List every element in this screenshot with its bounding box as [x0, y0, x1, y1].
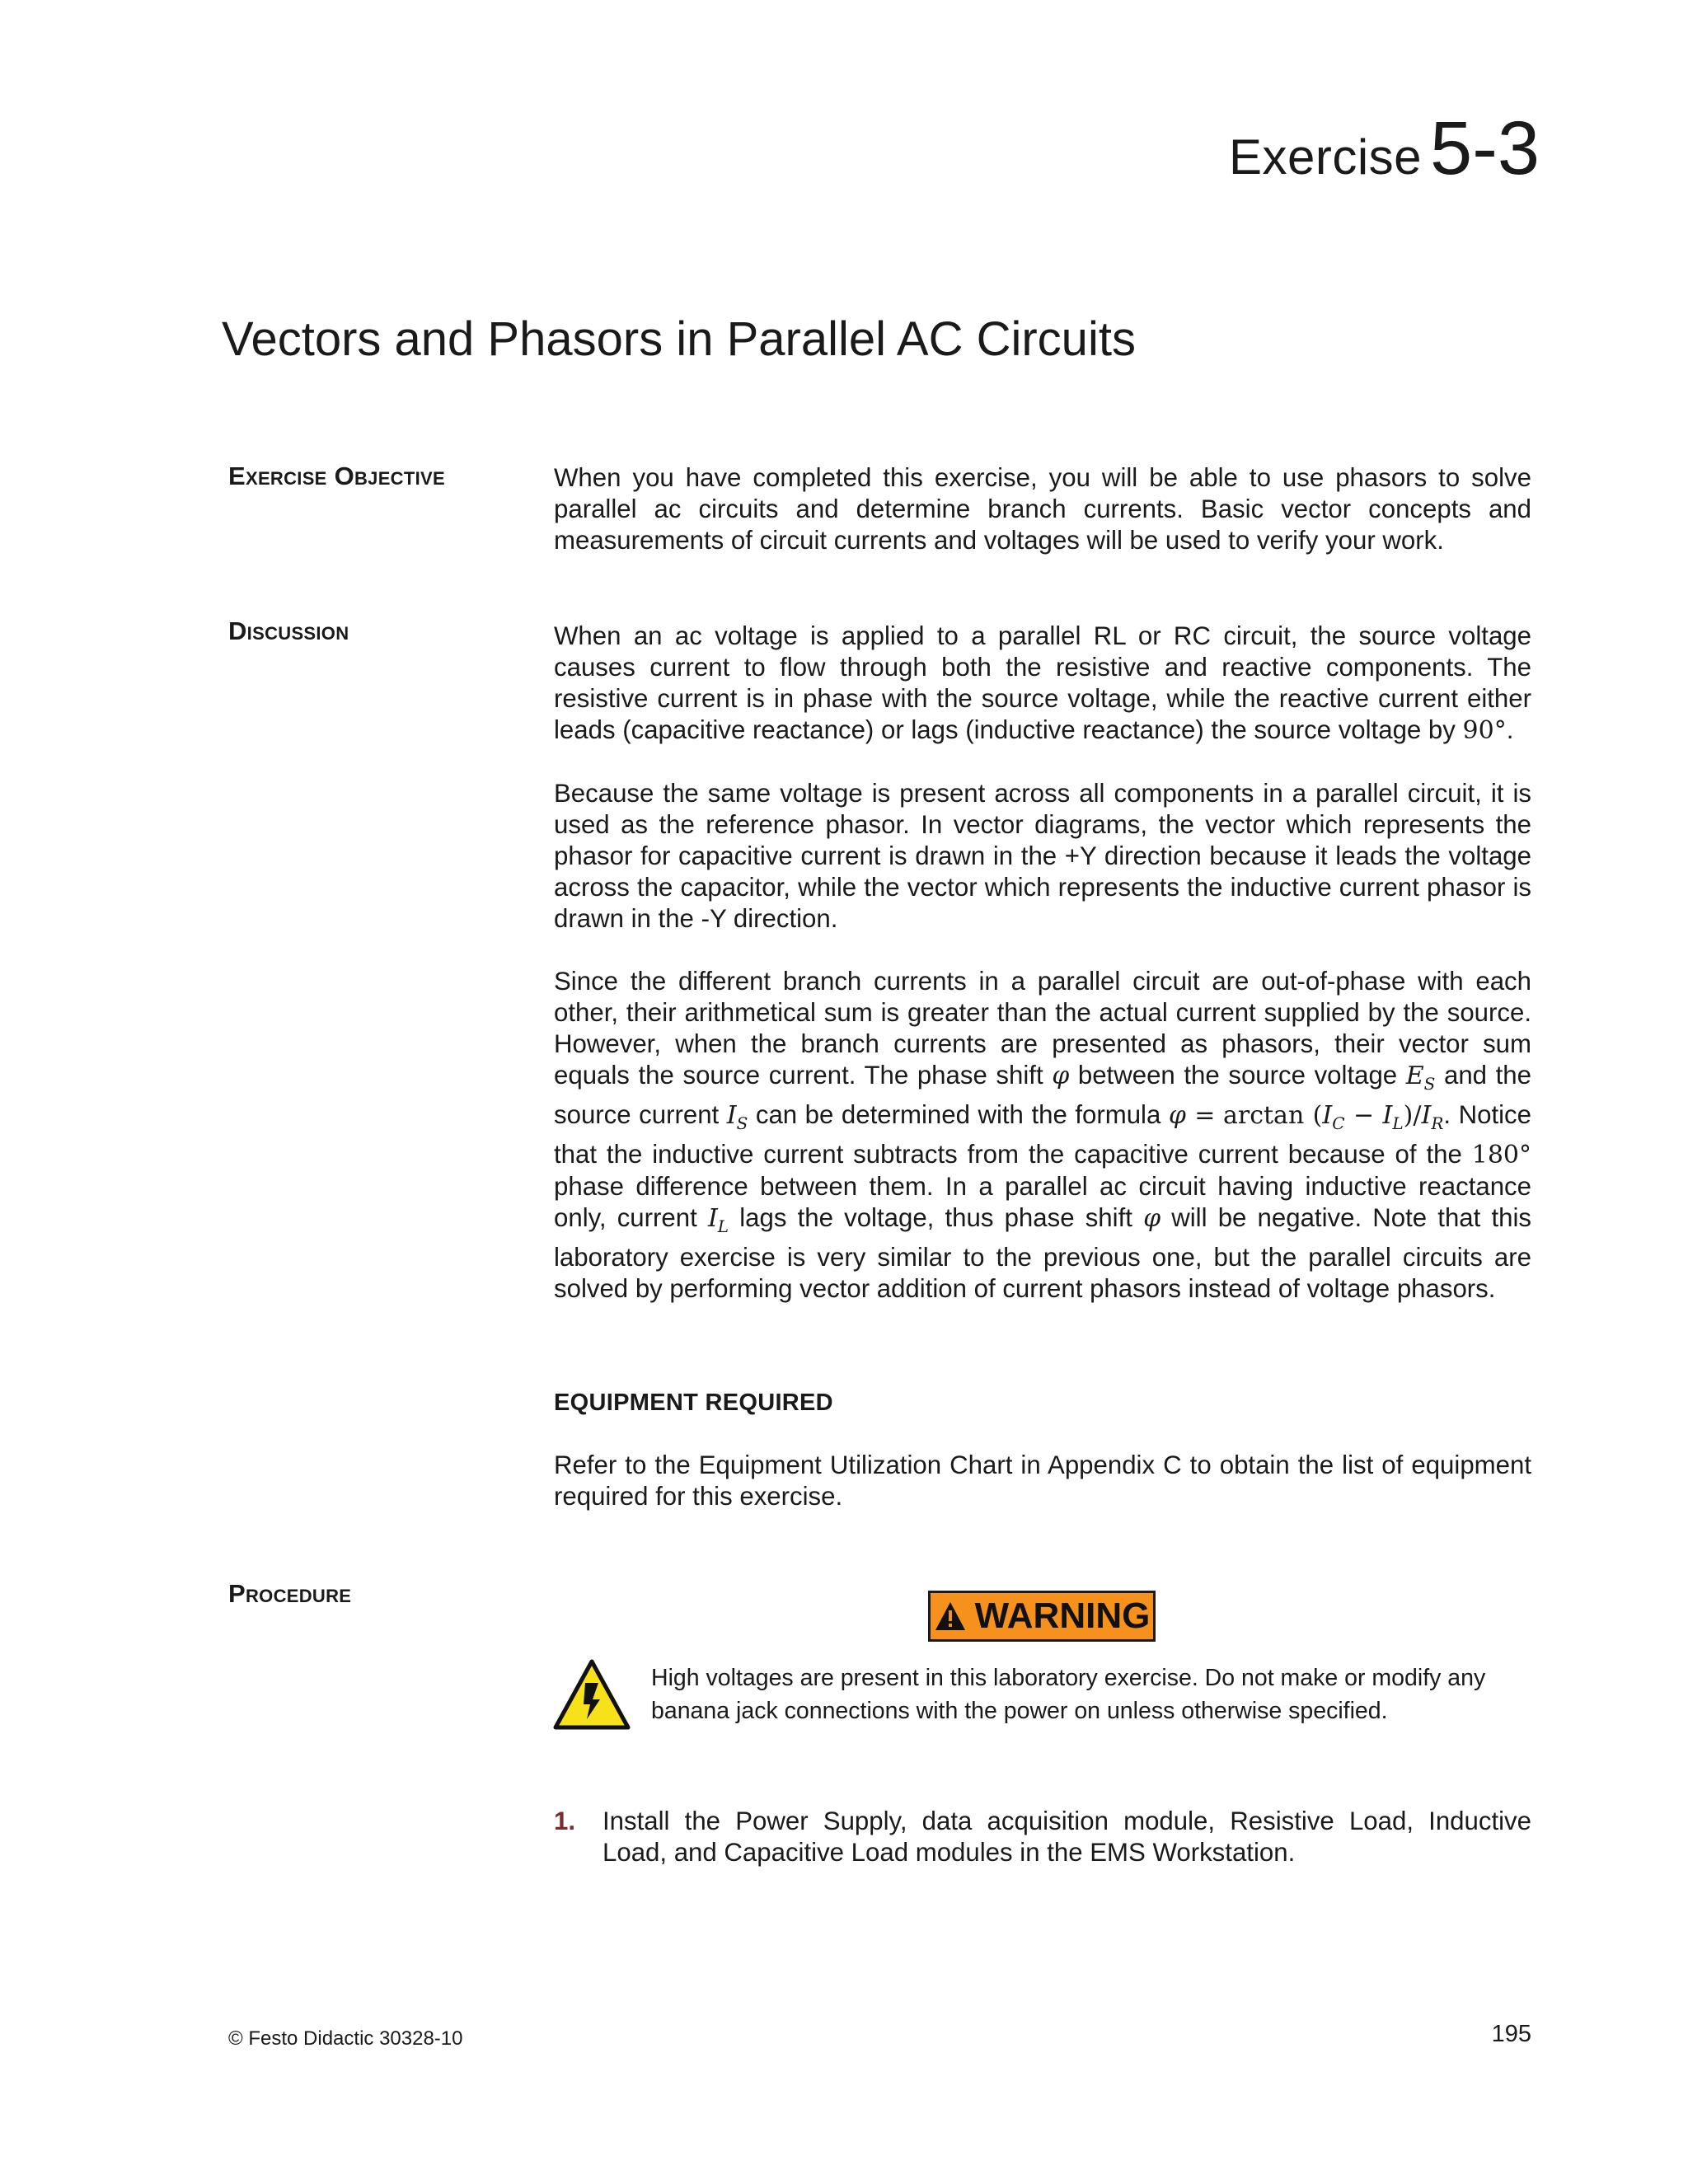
p3-text-e: . Notice that the inductive current subtracts from the capacitive current because of the — [554, 1100, 1531, 1169]
il-letter: I — [1382, 1101, 1393, 1130]
angle-180: 180° — [1471, 1141, 1531, 1169]
formula-phi: φ — [1168, 1101, 1186, 1130]
formula-minus: − — [1353, 1101, 1375, 1130]
discussion-p1-end: . — [1506, 715, 1514, 744]
source-current-symbol — [726, 1101, 748, 1133]
es-letter: E — [1405, 1062, 1424, 1090]
exercise-number: 5-3 — [1430, 106, 1540, 190]
page-number: 195 — [1491, 2021, 1531, 2047]
step-number: 1. — [554, 1807, 576, 1835]
p3-text-a: Since the different branch currents in a parallel circuit are out-of-phase with each other, their arithmetical sum is greater than the actual current supplied by the source. However, when the branch currents are presented as phasors, their vector sum equals the source current. The phase shift — [554, 967, 1531, 1090]
procedure-step — [554, 1806, 1531, 1868]
phi-symbol-2: φ — [1143, 1204, 1161, 1233]
discussion-section — [554, 621, 1531, 1305]
p3-text-d: can be determined with the formula — [748, 1100, 1169, 1129]
il-symbol-2 — [707, 1204, 729, 1236]
p3-text-g: lags the voltage, thus phase shift — [729, 1203, 1144, 1232]
source-voltage-symbol — [1405, 1062, 1436, 1094]
discussion-paragraph-1 — [554, 621, 1531, 747]
ic-symbol — [1322, 1101, 1345, 1133]
ic-subscript: C — [1332, 1113, 1345, 1133]
exercise-header — [1229, 105, 1540, 192]
formula-arctan-expression: $\arctan (I_C - I_L)/I_R$ — [1222, 1101, 1444, 1133]
p3-text-b: between the source voltage — [1069, 1061, 1406, 1090]
step-text: Install the Power Supply, data acquisition module, Resistive Load, Inductive Load, and Capacitive Load modules in the EMS Workstation. — [603, 1807, 1531, 1867]
ir-subscript: R — [1431, 1113, 1444, 1133]
ir-symbol — [1421, 1101, 1444, 1133]
discussion-paragraph-2: Because the same voltage is present across all components in a parallel circuit, it is used as the reference phasor. In vector diagrams, the vector which represents the phasor for capacitive current is drawn in the +Y direction because it leads the voltage across the capacitor, while the vector which represents the inductive current phasor is drawn in the -Y direction. — [554, 779, 1531, 933]
page-title: Vectors and Phasors in Parallel AC Circuits — [222, 312, 1136, 366]
footer-copyright: © Festo Didactic 30328-10 — [228, 2027, 463, 2050]
phi-symbol: φ — [1052, 1062, 1070, 1090]
formula-equals: = — [1194, 1101, 1216, 1130]
discussion-label: Discussion — [228, 616, 349, 645]
warning-label: WARNING — [974, 1596, 1151, 1636]
warning-badge — [928, 1591, 1156, 1642]
il-subscript: L — [1392, 1113, 1404, 1133]
il-symbol — [1382, 1101, 1404, 1133]
il2-letter: I — [707, 1204, 718, 1233]
objective-section — [554, 462, 1531, 556]
discussion-paragraph-3 — [554, 966, 1531, 1305]
objective-label: Exercise Objective — [228, 462, 445, 490]
formula-arctan: arctan — [1222, 1101, 1305, 1130]
equipment-heading: EQUIPMENT REQUIRED — [554, 1390, 833, 1416]
formula — [1169, 1101, 1216, 1130]
p3-text-h: will be negative. Note that this laboratory exercise is very similar to the previous one, but the parallel circuits are solved by performing vector addition of current phasors instead of voltage phasors. — [554, 1203, 1531, 1303]
ic-letter: I — [1322, 1101, 1333, 1130]
p3-text-f: phase difference between them. In a parallel ac circuit having inductive reactance only, current — [554, 1172, 1531, 1232]
equipment-text: Refer to the Equipment Utilization Chart in Appendix C to obtain the list of equipment required for this exercise. — [554, 1451, 1531, 1511]
warning-text: High voltages are present in this laboratory exercise. Do not make or modify any banana jack connections with the power on unless otherwise specified. — [651, 1665, 1486, 1724]
equipment-section — [554, 1450, 1531, 1512]
warning-triangle-icon — [934, 1601, 967, 1632]
discussion-p1-text: When an ac voltage is applied to a parallel RL or RC circuit, the source voltage causes current to flow through both the resistive and reactive components. The resistive current is in phase with the source voltage, while the reactive current either leads (capacitive reactance) or lags (inductive reactance) the source voltage by — [554, 621, 1531, 744]
is-letter: I — [726, 1101, 737, 1130]
angle-90: 90° — [1462, 716, 1507, 745]
electrical-hazard-icon — [552, 1658, 631, 1731]
is-subscript: S — [736, 1113, 748, 1133]
exercise-word: Exercise — [1228, 129, 1423, 185]
p3-text-c: and the source current — [554, 1061, 1531, 1129]
es-subscript: S — [1423, 1074, 1436, 1094]
objective-text: When you have completed this exercise, you will be able to use phasors to solve parallel ac circuits and determine branch currents. Basic vector concepts and measurements of circuit currents and voltages will be used to verify your work. — [554, 463, 1531, 555]
ir-letter: I — [1421, 1101, 1432, 1130]
il2-subscript: L — [717, 1216, 729, 1236]
procedure-label: Procedure — [228, 1579, 352, 1608]
